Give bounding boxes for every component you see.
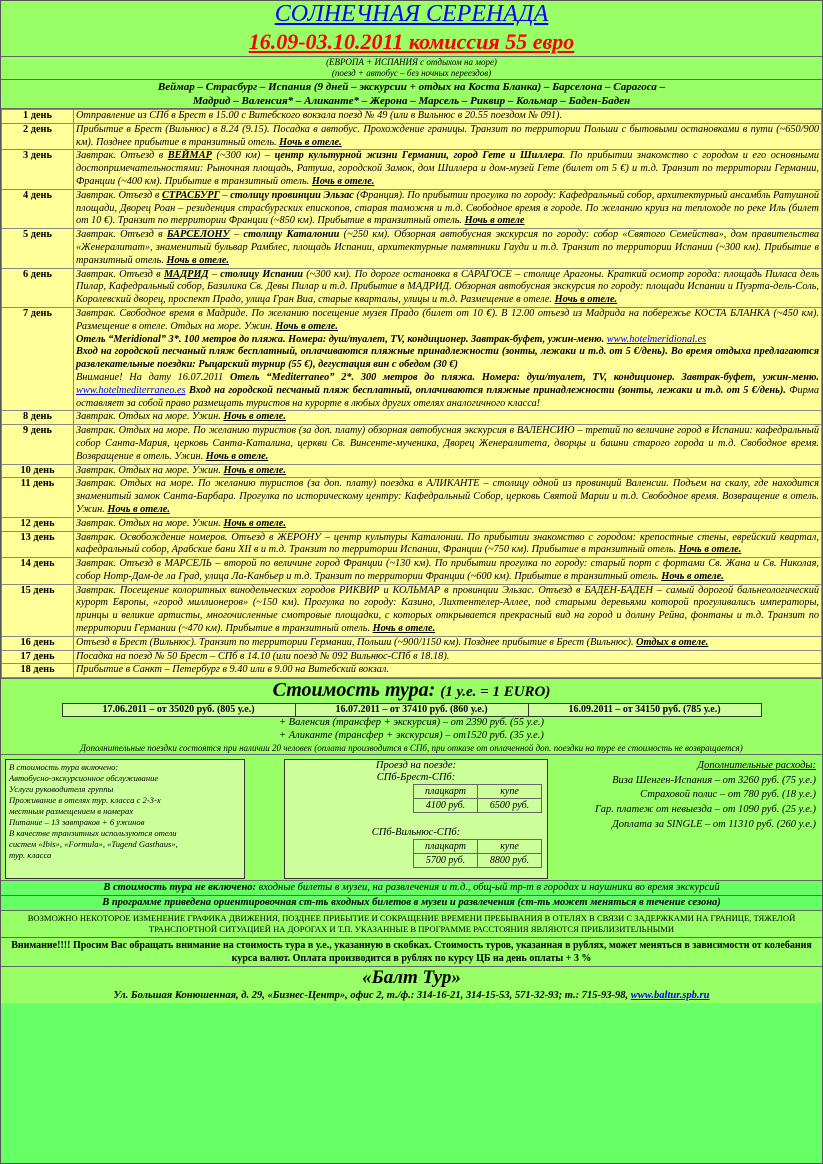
day-night: Отдых в отеле. xyxy=(636,636,709,648)
train-header: купе xyxy=(478,840,542,854)
day-city: БАРСЕЛОНУ xyxy=(166,229,230,241)
day-night: Ночь в отеле. xyxy=(279,136,342,148)
day-row xyxy=(2,531,822,558)
train-table-brest xyxy=(413,784,542,813)
day-night: Ночь в отеле. xyxy=(223,411,286,423)
day-description xyxy=(74,478,822,517)
price-title xyxy=(1,679,822,703)
details-block xyxy=(1,754,822,880)
train-price: 8800 руб. xyxy=(478,854,542,868)
day-description xyxy=(74,636,822,650)
included-line: Автобусно-экскурсионное обслуживание xyxy=(9,773,159,784)
train-header: плацкарт xyxy=(414,785,478,799)
day-text-pre: Завтрак. Отъезд в xyxy=(76,229,167,241)
day-highlight: столицу провинции Эльзас xyxy=(230,189,354,201)
day-description xyxy=(74,268,822,307)
company-name: «Балт Тур» xyxy=(1,966,822,989)
day-label: 15 день xyxy=(2,584,74,636)
day-night: Ночь в отеле. xyxy=(311,175,375,187)
website-link[interactable]: www.baltur.spb.ru xyxy=(630,990,710,1002)
price-rate: (1 у.е. = 1 EURO) xyxy=(440,684,551,701)
day-row xyxy=(2,110,822,124)
day-description xyxy=(74,664,822,678)
included-line: систем «Ibis», «Formula», «Tugend Gasthaus», xyxy=(9,838,178,849)
day-row xyxy=(2,636,822,650)
day-text-pre: Завтрак. Отъезд в xyxy=(76,189,162,201)
day-highlight: столицу Каталонии xyxy=(243,229,340,241)
day-description xyxy=(74,189,822,228)
header xyxy=(1,1,822,109)
hotel-meridional: Отель “Meridional” 3*. 100 метров до пляжа. Номера: душ/туалет, TV, кондиционер. Завтрак-буфет, ужин-меню. xyxy=(76,333,605,345)
day-text-mid: (~300 км) – xyxy=(211,150,275,162)
day-row xyxy=(2,584,822,636)
beach-info: Вход на городской песчаный пляж бесплатный, оплачиваются пляжные принадлежности (зонты, лежаки и т.д. от 5 €/день). xyxy=(189,384,786,396)
day-label: 14 день xyxy=(2,558,74,585)
train-route-vilnius: СПб-Вильнюс-СПб: xyxy=(371,827,461,839)
train-title: Проезд на поезде: xyxy=(375,760,457,772)
day-night: Ночь в отеле. xyxy=(166,254,229,266)
firm-note: Фирма оставляет за собой право размещать туристов на курорте в любых других отелях аналогичного класса! xyxy=(76,384,820,409)
day-text: Завтрак. Свободное время в Мадриде. По желанию посещение музея Прадо (билет от 10 €). В 12.00 отъезд из Мадрида на побережье КОСТА БЛАНКА (~450 км). Размещение в отеле. Отдых на море. Ужин. xyxy=(76,307,819,332)
day-label: 9 день xyxy=(2,425,74,464)
day-text: (Франция). По прибытии прогулка по городу: Кафедральный собор, архитектурный ансамбль Ратушной площади, Дворец Роан – резиденция страсбургских епископов, старая таможня и т.д. Свободное время в городе. По желанию круиз на теплоходе по реке Иль (билет от 10 €). Транзит по территории Франции (~850 км). Прибытие в транзитный отель. xyxy=(76,189,820,227)
day-text: Завтрак. Отъезд в МАРСЕЛЬ – второй по величине город Франции (~130 км). По прибытии прогулка по городу: старый порт с фортами Св. Жана и Св. Николая, собор Нотр-Дам-де ла Град, улица Ла-Канбьер и т.д. Транзит по территории Франции (~600 км). Прибытие в транзитный отель. xyxy=(76,558,819,582)
day-text: Отправление из СПб в Брест в 15.00 с Витебского вокзала поезд № 49 (или в Вильнюс в 20.55 поездом № 091). xyxy=(76,110,563,121)
day-text: Посадка на поезд № 50 Брест – СПб в 14.10 (или поезд № 092 Вильнюс-СПб в 18.18). xyxy=(76,650,450,662)
warning-text: ВОЗМОЖНО НЕКОТОРОЕ ИЗМЕНЕНИЕ ГРАФИКА ДВИЖЕНИЯ, ПОЗДНЕЕ ПРИБЫТИЕ И СОКРАЩЕНИЕ ВРЕМЕНИ ПРЕБЫВАНИЯ В ОТЕЛЯХ В СВЯЗИ С ЗАДЕРЖКАМИ НА ГРАНИЦЕ, ТЯЖЕЛОЙ ТРАНСПОРТНОЙ СИТУАЦИЕЙ НА ДОРОГАХ И Т.П. УКАЗАННЫЕ В ПРОГРАММЕ РАССТОЯНИЯ ЯВЛЯЮТСЯ ПРИБЛИЗИТЕЛЬНЫМИ xyxy=(1,910,822,937)
day-city: МАДРИД xyxy=(163,268,209,280)
not-included xyxy=(1,880,822,895)
day-row xyxy=(2,425,822,464)
program-table xyxy=(1,109,822,678)
day-night: Ночь в отеле. xyxy=(275,320,338,332)
extras-box xyxy=(551,759,816,879)
train-price: 6500 руб. xyxy=(478,799,542,813)
day-text: (~250 км). Обзорная автобусная экскурсия по городу: собор «Святого Семейства», дом правительства «Женералитат», знаменитый бульвар Рамблес, площадь Испании, архитектурные памятники Гауди и т.д. Транзит по территории Испании (~300 км). Прибытие в транзитный отель. xyxy=(76,229,819,266)
beach-info: Вход на городской песчаный пляж бесплатный, оплачиваются пляжные принадлежности (зонты, лежаки и т.д. от 5 €/день). Во время отдыха предлагаются развлекательные поездки: Рыцарский турнир (55 €), дегустация вин с обедом (30 €) xyxy=(76,346,819,371)
day-text: Завтрак. Отдых на море. По желанию туристов (за доп. плату) поездка в АЛИКАНТЕ – столицу одной из провинций Валенсии. Подъем на скалу, где находится знаменитый замок Санта-Барбара. Прогулка по историческому центру: Кафедральный Собор, церковь Святой Марии и т.д. Свободное время. Возвращение в отель. Ужин. xyxy=(76,478,819,515)
day-text: Завтрак. Отдых на море. Ужин. xyxy=(76,517,221,529)
day-text: Прибытие в Брест (Вильнюс) в 8.24 (9.15). Посадка в автобус. Прохождение границы. Транзит по территории Польши с бытовыми остановками в пути (~650/900 км). Позднее прибытие в транзитный отель. xyxy=(76,123,819,148)
day-row xyxy=(2,517,822,531)
day-night: Ночь в отеле. xyxy=(107,503,170,515)
not-included-text: входные билеты в музеи, на развлечения и т.д., общ-ый тр-т в городах и наушники во время экскурсий xyxy=(256,882,720,894)
extras-line: Страховой полис – от 780 руб. (18 у.е.) xyxy=(640,789,816,801)
price-cell: 16.09.2011 – от 34150 руб. (785 у.е.) xyxy=(528,704,761,717)
day-row xyxy=(2,464,822,478)
included-line: местным размещением в номерах xyxy=(9,805,134,816)
attention-text: Внимание!!!! Просим Вас обращать внимание на стоимость тура в у.е., указанную в скобках. Стоимость туров, указанная в рублях, может меняться в зависимости от колебания курса валют. Оплата производится в рублях по курсу ЦБ на день оплаты + 3 % xyxy=(1,937,822,966)
day-text: Завтрак. Отдых на море. По желанию туристов (за доп. плату) обзорная автобусная экскурсия в ВАЛЕНСИЮ – третий по величине город в Испании: кафедральный собор Санта-Мария, церковь Санта-Каталина, церкви Св. Винсенте-мученика, Дворец Женералитета, дворцы и башни старого города и т.д. Свободное время. Возвращение в отель. Ужин. xyxy=(76,425,819,462)
day-night: Ночь в отеле. xyxy=(678,544,742,556)
included-line: тур. класса xyxy=(9,849,52,860)
day-night: Ночь в отеле. xyxy=(554,294,618,306)
day-row xyxy=(2,150,822,189)
day-row xyxy=(2,307,822,410)
day-text: Завтрак. Посещение колоритных винодельческих городов РИКВИР и КОЛЬМАР в провинции Эльзас. Отъезд в БАДЕН-БАДЕН – самый дорогой бальнеологический курорт Европы, «город миллионеров» (~150 км). Прогулка по городу: Казино, Лихтентелер-Аллее, под старыми деревьями которой прогуливались императоры, принцы и великие артисты, многочисленные смотровые площадки, с которых открывается прекрасный вид на город и долину Рейна, фонтаны и т.д. Транзит по территории Германии (~470 км). Прибытие в транзитный отель. xyxy=(76,584,819,635)
day-description xyxy=(74,517,822,531)
day-label: 2 день xyxy=(2,123,74,150)
train-price: 5700 руб. xyxy=(414,854,478,868)
day-description xyxy=(74,110,822,124)
day-night: Ночь в отеле. xyxy=(223,517,286,529)
not-included-label: В стоимость тура не включено: xyxy=(103,882,257,894)
price-block xyxy=(1,678,822,754)
day-highlight: центр культурной жизни Германии, город Гете и Шиллера xyxy=(274,150,563,162)
day-city: ВЕЙМАР xyxy=(167,150,212,162)
day-description xyxy=(74,123,822,150)
day-row xyxy=(2,268,822,307)
day-text: . По прибытии знакомство с городом и его основными достопримечательностями: Рыночная площадь, Ратуша, городской Замок, дом Шиллера и дом-музей Гете (билет от 5 €) и т.д. Транзит по территории Германии, Франции (~400 км). Прибытие в транзитный отель. xyxy=(76,150,819,187)
included-line: Питание – 13 завтраков + 6 ужинов xyxy=(9,816,145,827)
day-row xyxy=(2,558,822,585)
extras-line: Доплата за SINGLE – от 11310 руб. (260 у.е.) xyxy=(612,818,816,830)
route-line-1: Веймар – Страсбург – Испания (9 дней – экскурсии + отдых на Коста Бланка) – Барселона – Сарагоса – xyxy=(1,79,822,94)
day-row xyxy=(2,123,822,150)
price-valencia: + Валенсия (трансфер + экскурсия) – от 2390 руб. (55 у.е.) xyxy=(278,717,545,729)
day-text-mid: – xyxy=(219,189,231,201)
day-row xyxy=(2,478,822,517)
subtitle-2: (поезд + автобус – без ночных переездов) xyxy=(331,68,492,78)
extras-title: Дополнительные расходы: xyxy=(697,760,816,772)
day-label: 13 день xyxy=(2,531,74,558)
day-label: 3 день xyxy=(2,150,74,189)
included-box xyxy=(5,759,245,879)
included-line: Услуги руководителя группы xyxy=(9,784,114,795)
day-description xyxy=(74,531,822,558)
route-line-2: Мадрид – Валенсия* – Аликанте* – Жерона – Марсель – Риквир – Кольмар – Баден-Баден xyxy=(192,95,631,107)
train-table-vilnius xyxy=(413,839,542,868)
day-row xyxy=(2,664,822,678)
day-row xyxy=(2,650,822,664)
day-row xyxy=(2,189,822,228)
day-label: 17 день xyxy=(2,650,74,664)
day-description xyxy=(74,150,822,189)
train-route-brest: СПб-Брест-СПб: xyxy=(376,772,456,784)
day-label: 6 день xyxy=(2,268,74,307)
day-description xyxy=(74,650,822,664)
included-line: В качестве транзитных используются отели xyxy=(9,827,177,838)
day-night: Ночь в отеле. xyxy=(661,570,724,582)
program-note: В программе приведена ориентировочная ст-ть входных билетов в музеи и развлечения (ст-ть может меняться в течение сезона) xyxy=(1,895,822,910)
train-header: плацкарт xyxy=(414,840,478,854)
day-label: 8 день xyxy=(2,411,74,425)
day-night: Ночь в отеле. xyxy=(372,623,436,635)
day-night: Ночь в отеле. xyxy=(223,464,286,476)
price-cell: 16.07.2011 – от 37410 руб. (860 у.е.) xyxy=(295,704,528,717)
day-night: Ночь в отеле xyxy=(464,215,525,227)
price-cell: 17.06.2011 – от 35020 руб. (805 у.е.) xyxy=(62,704,295,717)
day-highlight: столицу Испании xyxy=(220,268,303,280)
day-label: 4 день xyxy=(2,189,74,228)
included-line: Проживание в отелях тур. класса с 2-3-х xyxy=(9,794,161,805)
day-text: Завтрак. Отдых на море. Ужин. xyxy=(76,411,221,423)
day-text: (~300 км). По дороге остановка в САРАГОСЕ – столице Арагоны. Краткий осмотр города: площадь Пиласа дель Пилар, Кафедральный собор, Базилика Св. Девы Пилар и т.д. Прибытие в МАДРИД. Обзорная автобусная экскурсия по городу: площади Испании и Пуэрта-дель-Соль, Королевский дворец, проспект Прадо, улица Гран Виа, старые кварталы, улицы и т.д. Размещение в отеле. xyxy=(76,268,820,306)
day-text-pre: Завтрак. Отъезд в xyxy=(76,150,168,162)
day-description xyxy=(74,307,822,410)
day-label: 1 день xyxy=(2,110,74,124)
day-night: Ночь в отеле. xyxy=(205,450,269,462)
day-description xyxy=(74,584,822,636)
company-address xyxy=(1,989,822,1003)
day-city: СТРАСБУРГ xyxy=(161,189,220,201)
day-label: 12 день xyxy=(2,517,74,531)
extras-line: Виза Шенген-Испания – от 3260 руб. (75 у.е.) xyxy=(612,774,816,786)
day-text: Завтрак. Отдых на море. Ужин. xyxy=(76,464,221,476)
day-label: 7 день xyxy=(2,307,74,410)
page-title: СОЛНЕЧНАЯ СЕРЕНАДА xyxy=(274,1,549,27)
day-description xyxy=(74,229,822,268)
day-label: 18 день xyxy=(2,664,74,678)
day-description xyxy=(74,425,822,464)
train-header: купе xyxy=(478,785,542,799)
hotel-link[interactable]: www.hotelmeridional.es xyxy=(606,333,707,345)
day-text: Отъезд в Брест (Вильнюс). Транзит по территории Германии, Польши (~900/1150 км). Позднее прибытие в Брест (Вильнюс). xyxy=(76,636,634,648)
extras-line: Гар. платеж от невыезда – от 1090 руб. (25 у.е.) xyxy=(595,804,816,816)
price-table xyxy=(62,703,762,717)
day-text: Завтрак. Освобождение номеров. Отъезд в ЖЕРОНУ – центр культуры Каталонии. По прибытии знакомство с городом: крепостные стены, еврейский квартал, кафедральный собор, Арабские бани XII в и т.д. Транзит по территории Испании, Франции (~750 км). Прибытие в транзитный отель. xyxy=(76,531,819,556)
day-label: 10 день xyxy=(2,464,74,478)
hotel-link[interactable]: www.hotelmediterraneo.es xyxy=(76,384,186,396)
train-price: 4100 руб. xyxy=(414,799,478,813)
price-note: Дополнительные поездки состоятся при наличии 20 человек (оплата производится в СПб, при отказе от оплаченной доп. поездки на туре ее стоимость не возвращается) xyxy=(80,743,743,754)
subtitle-1: (ЕВРОПА + ИСПАНИЯ с отдыхом на море) xyxy=(326,57,497,67)
train-box xyxy=(284,759,548,879)
price-alicante: + Аликанте (трансфер + экскурсия) – от1520 руб. (35 у.е.) xyxy=(279,729,544,741)
day-description xyxy=(74,411,822,425)
day-text-mid: – xyxy=(229,229,244,241)
address-text: Ул. Большая Конюшенная, д. 29, «Бизнес-Центр», офис 2, т./ф.: 314-16-21, 314-15-53, 571-32-93; т.: 715-93-98, xyxy=(113,990,631,1002)
hotel-mediterraneo: Отель “Mediterraneo” 2*. 300 метров до пляжа. Номера: душ/туалет, TV, кондиционер. Завтрак-буфет, ужин-меню. xyxy=(229,371,820,383)
day-label: 16 день xyxy=(2,636,74,650)
tour-dates: 16.09-03.10.2011 комиссия 55 евро xyxy=(1,29,822,57)
day-row xyxy=(2,411,822,425)
day-label: 11 день xyxy=(2,478,74,517)
day-text-mid: – xyxy=(208,268,221,280)
day-row xyxy=(2,229,822,268)
day-text: Прибытие в Санкт – Петербург в 9.40 или в 9.00 на Витебский вокзал. xyxy=(76,664,389,676)
day-label: 5 день xyxy=(2,229,74,268)
day-description xyxy=(74,558,822,585)
day-text-pre: Завтрак. Отъезд в xyxy=(76,268,164,280)
day-description xyxy=(74,464,822,478)
price-title-text: Стоимость тура: xyxy=(272,679,441,702)
included-line: В стоимость тура включено: xyxy=(9,762,119,773)
notice-text: Внимание! На дату 16.07.2011 xyxy=(76,371,224,383)
